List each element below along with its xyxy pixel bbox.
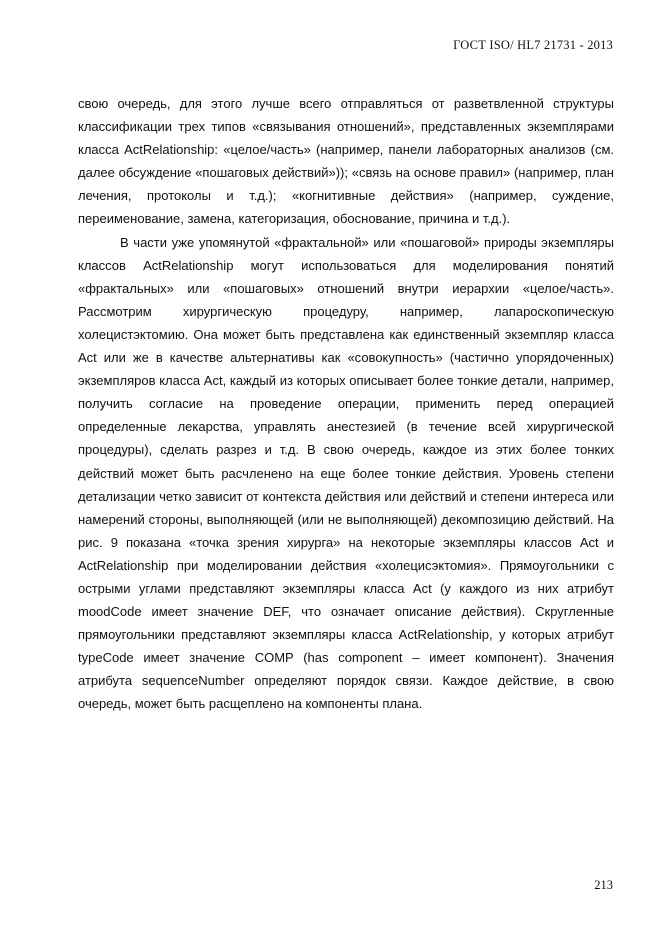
body-text: [78, 92, 614, 716]
document-header: ГОСТ ISO/ HL7 21731 - 2013: [453, 38, 613, 52]
paragraph-continuation: свою очередь, для этого лучше всего отправляться от разветвленной структуры классификации трех типов «связывания отношений», представленных экземплярами класса ActRelationship: «целое/часть» (например, панели лабораторных анализов (см. далее обсуждение «пошаговых действий»)); «связь на основе правил» (например, план лечения, протоколы и т.д.); «когнитивные действия» (например, суждение, переименование, замена, категоризация, обоснование, причина и т.д.).: [78, 96, 614, 227]
paragraph-fractal-nature: В части уже упомянутой «фрактальной» или «пошаговой» природы экземпляры классов ActRelationship могут использоваться для моделирования понятий «фрактальных» или «пошаговых» отношений внутри иерархии «целое/часть». Рассмотрим хирургическую процедуру, например, лапароскопическую холецистэктомию. Она может быть представлена как единственный экземпляр класса Act или же в качестве альтернативы как «совокупность» (частично упорядоченных) экземпляров класса Act, каждый из которых описывает более тонкие детали, например, получить согласие на проведение операции, применить перед операцией определенные лекарства, управлять анестезией (в течение всей хирургической процедуры), сделать разрез и т.д. В свою очередь, каждое из этих более тонких действий может быть расчленено на еще более тонкие действия. Уровень степени детализации четко зависит от контекста действия или действий и степени интереса или намерений стороны, выполняющей (или не выполняющей) декомпозицию действий. На рис. 9 показана «точка зрения хирурга» на некоторые экземпляры классов Act и ActRelationship при моделировании действия «холецисэктомия». Прямоугольники с острыми углами представляют экземпляры класса Act (у каждого из них атрибут moodCode имеет значение DEF, что означает описание действия). Скругленные прямоугольники представляют экземпляры класса ActRelationship, у которых атрибут typeCode имеет значение COMP (has component – имеет компонент). Значения атрибута sequenceNumber определяют порядок связи. Каждое действие, в свою очередь, может быть расщеплено на компоненты плана.: [78, 234, 614, 712]
page-number: 213: [594, 878, 613, 892]
